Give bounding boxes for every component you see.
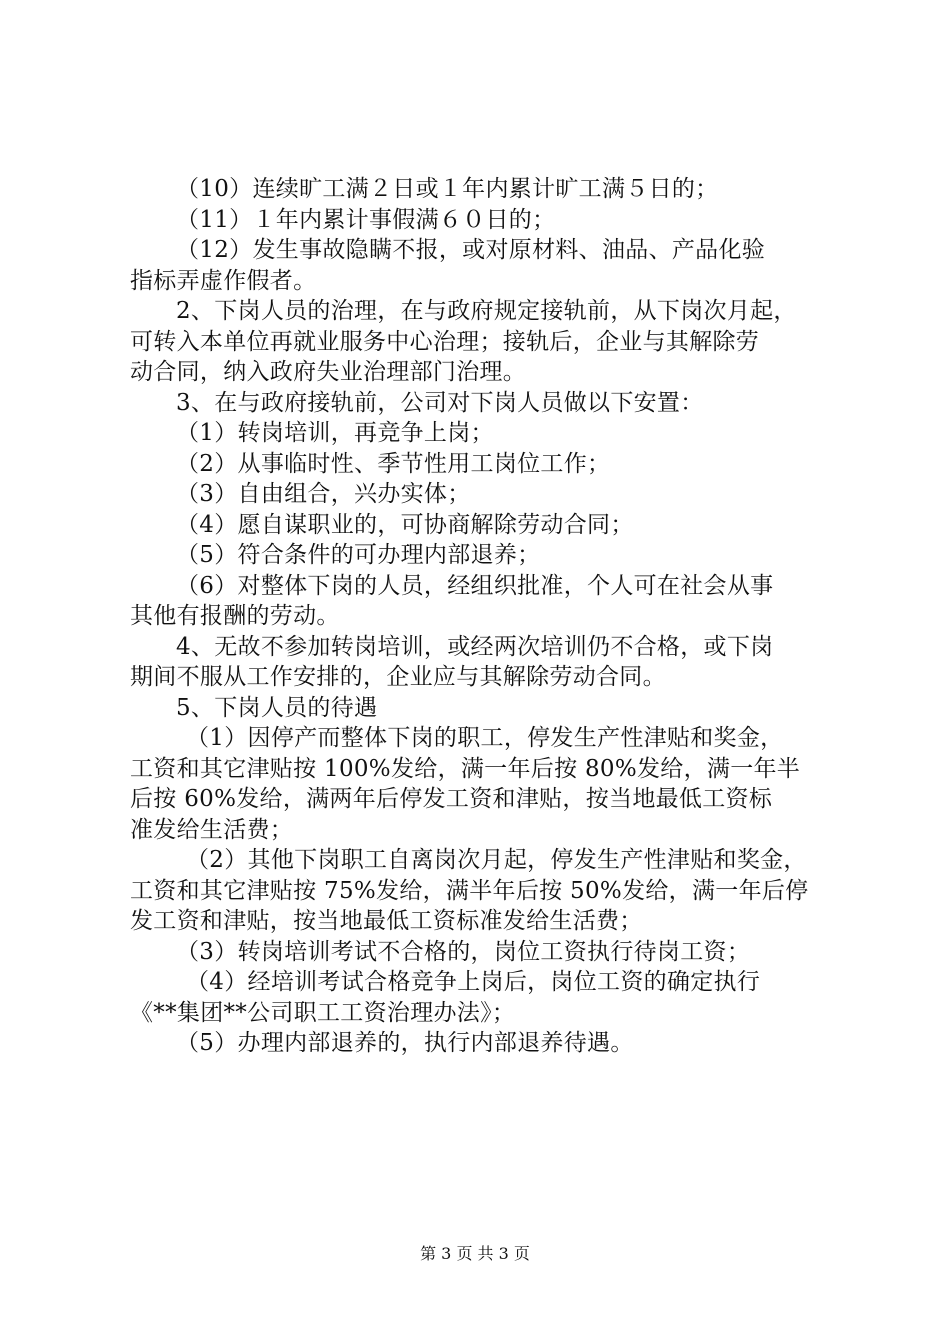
text-line: 可转入本单位再就业服务中心治理；接轨后，企业与其解除劳 (130, 328, 760, 355)
text-line: （11）１年内累计事假满６０日的； (176, 206, 556, 233)
text-line: （1）因停产而整体下岗的职工，停发生产性津贴和奖金， (186, 725, 784, 751)
text-line: 工资和其它津贴按 75%发给，满半年后按 50%发给，满一年后停 (130, 877, 809, 904)
text-line: 其他有报酬的劳动。 (130, 603, 340, 629)
text-line: 动合同，纳入政府失业治理部门治理。 (130, 359, 527, 385)
text-line: （2）其他下岗职工自离岗次月起，停发生产性津贴和奖金， (186, 847, 807, 873)
text-line: 3、在与政府接轨前，公司对下岗人员做以下安置： (176, 389, 704, 416)
document-body (130, 174, 835, 1059)
text-line: 发工资和津贴，按当地最低工资标准发给生活费； (130, 908, 643, 934)
text-line: （10）连续旷工满２日或１年内累计旷工满５日的； (176, 176, 719, 202)
text-line: 准发给生活费； (130, 816, 294, 843)
text-line: 期间不服从工作安排的，企业应与其解除劳动合同。 (130, 664, 666, 690)
text-line: 后按 60%发给，满两年后停发工资和津贴，按当地最低工资标 (130, 786, 773, 812)
text-line: 4、无故不参加转岗培训，或经两次培训仍不合格，或下岗 (176, 633, 774, 660)
text-line: （6）对整体下岗的人员，经组织批准，个人可在社会从事 (176, 572, 774, 599)
text-line: （1）转岗培训，再竞争上岗； (176, 420, 494, 446)
page-footer: 第 3 页 共 3 页 (420, 1244, 530, 1263)
text-line: 2、下岗人员的治理，在与政府规定接轨前，从下岗次月起， (176, 298, 797, 324)
text-line: 5、下岗人员的待遇 (176, 694, 378, 721)
text-line: （3）自由组合，兴办实体； (176, 481, 471, 507)
text-line: （5）办理内部退养的，执行内部退养待遇。 (176, 1030, 634, 1056)
text-line: （4）经培训考试合格竞争上岗后，岗位工资的确定执行 (186, 969, 761, 995)
text-line: 《**集团**公司职工工资治理办法》； (130, 999, 516, 1026)
text-line: （3）转岗培训考试不合格的，岗位工资执行待岗工资； (176, 938, 751, 965)
text-line: （5）符合条件的可办理内部退养； (176, 542, 541, 568)
text-line: 指标弄虚作假者。 (130, 267, 317, 294)
text-line: 工资和其它津贴按 100%发给，满一年后按 80%发给，满一年半 (130, 755, 801, 782)
text-line: （12）发生事故隐瞒不报，或对原材料、油品、产品化验 (176, 237, 766, 263)
text-line: （4）愿自谋职业的，可协商解除劳动合同； (176, 511, 634, 538)
text-line: （2）从事临时性、季节性用工岗位工作； (176, 450, 611, 477)
